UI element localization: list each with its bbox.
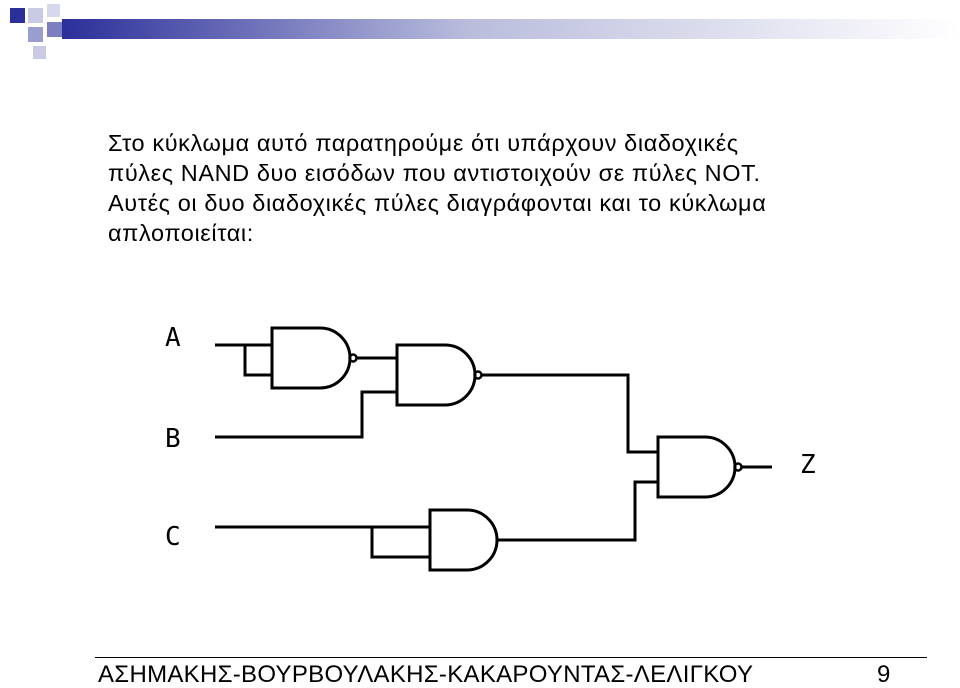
header-square-mid2: [28, 27, 43, 42]
header-square-mid: [47, 22, 62, 37]
header-square-pale2: [33, 46, 46, 59]
header-decoration: [0, 0, 960, 62]
nand-bubble-1: [350, 355, 357, 362]
paragraph-line-2: πύλες NAND δυο εισόδων που αντιστοιχούν σε πύλες NOT.: [108, 160, 761, 186]
input-label-b: B: [165, 424, 181, 454]
input-label-c: C: [165, 522, 181, 552]
circuit-diagram: [150, 310, 850, 590]
nand-bubble-2: [475, 372, 482, 379]
output-label-z: Z: [800, 450, 816, 480]
footer-divider: [95, 657, 927, 658]
page-number: 9: [877, 661, 891, 688]
header-bar: [62, 19, 960, 39]
body-paragraph: [108, 128, 908, 248]
paragraph-line-3: Αυτές οι δυο διαδοχικές πύλες διαγράφονται και το κύκλωμα: [108, 190, 767, 216]
nand-gate-1: [272, 328, 350, 388]
paragraph-line-4: απλοποιείται:: [108, 220, 254, 246]
nand-gate-2: [397, 345, 475, 405]
header-square-light: [28, 8, 43, 23]
nand-bubble-3: [735, 464, 742, 471]
nand-gate-4: [430, 510, 497, 570]
footer-authors: ΑΣΗΜΑΚΗΣ-ΒΟΥΡΒΟΥΛΑΚΗΣ-ΚΑΚΑΡΟΥΝΤΑΣ-ΛΕΛΙΓΚΟΥ: [98, 661, 754, 688]
paragraph-line-1: Στο κύκλωμα αυτό παρατηρούμε ότι υπάρχουν διαδοχικές: [108, 130, 739, 156]
nand-gate-3: [658, 437, 735, 497]
header-square-pale: [47, 4, 60, 17]
header-square-dark: [10, 8, 25, 23]
input-label-a: A: [165, 323, 181, 353]
